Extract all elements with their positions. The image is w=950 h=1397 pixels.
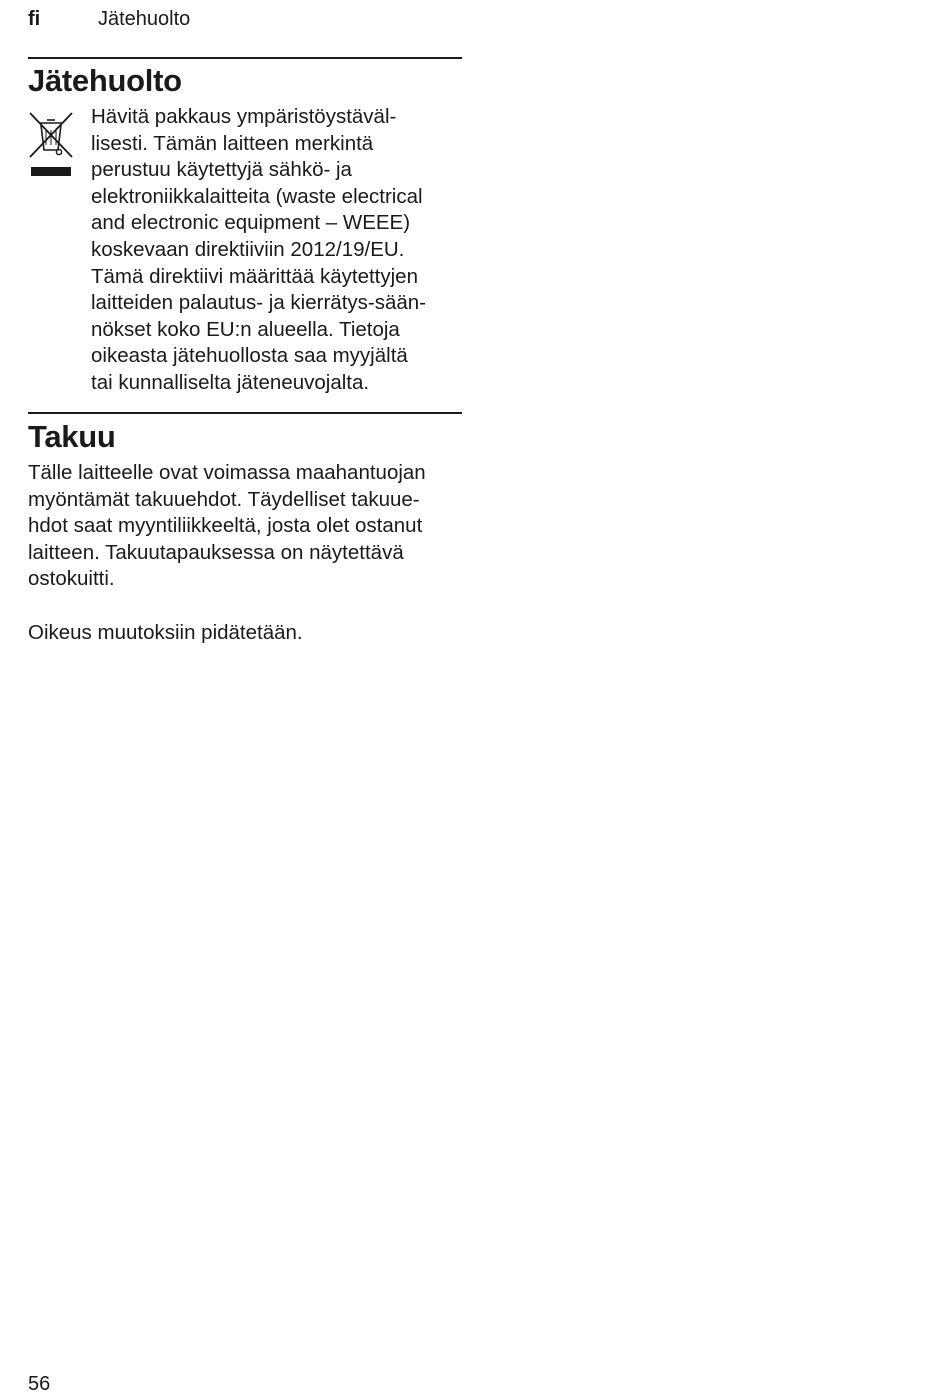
reservation-note-text: Oikeus muutoksiin pidätetään. bbox=[28, 621, 303, 644]
warranty-line: hdot saat myyntiliikkeeltä, josta olet ostanut bbox=[28, 514, 423, 538]
warranty-paragraph bbox=[28, 460, 426, 593]
disposal-line: koskevaan direktiiviin 2012/19/EU. bbox=[91, 237, 405, 261]
disposal-line: lisesti. Tämän laitteen merkintä bbox=[91, 131, 374, 155]
running-header bbox=[28, 5, 190, 33]
disposal-paragraph bbox=[91, 104, 426, 397]
disposal-heading: Jätehuolto bbox=[28, 63, 182, 98]
warranty-line: laitteen. Takuutapauksessa on näytettävä bbox=[28, 540, 404, 564]
disposal-line: tai kunnalliselta jäteneuvojalta. bbox=[91, 370, 370, 394]
disposal-line: elektroniikkalaitteita (waste electrical bbox=[91, 184, 423, 208]
warranty-line: myöntämät takuuehdot. Täydelliset takuue- bbox=[28, 487, 420, 511]
language-code: fi bbox=[28, 8, 41, 30]
warranty-line: Tälle laitteelle ovat voimassa maahantuojan bbox=[28, 461, 426, 484]
disposal-line: Tämä direktiivi määrittää käytettyjen bbox=[91, 264, 418, 288]
warranty-line: ostokuitti. bbox=[28, 567, 115, 591]
disposal-line: and electronic equipment – WEEE) bbox=[91, 211, 411, 235]
running-header-section: Jätehuolto bbox=[98, 8, 191, 30]
disposal-line: Hävitä pakkaus ympäristöystäväl- bbox=[91, 105, 397, 128]
section-divider bbox=[28, 57, 462, 59]
disposal-line: laitteiden palautus- ja kierrätys-sään- bbox=[91, 291, 426, 315]
crossed-out-wheelie-bin-icon bbox=[28, 110, 74, 180]
page-number: 56 bbox=[28, 1373, 51, 1395]
disposal-line: perustuu käytettyjä sähkö- ja bbox=[91, 158, 352, 182]
disposal-line: oikeasta jätehuollosta saa myyjältä bbox=[91, 344, 408, 368]
section-divider bbox=[28, 412, 462, 414]
disposal-line: nökset koko EU:n alueella. Tietoja bbox=[91, 317, 400, 341]
reservation-note bbox=[28, 620, 303, 647]
warranty-heading: Takuu bbox=[28, 419, 116, 454]
